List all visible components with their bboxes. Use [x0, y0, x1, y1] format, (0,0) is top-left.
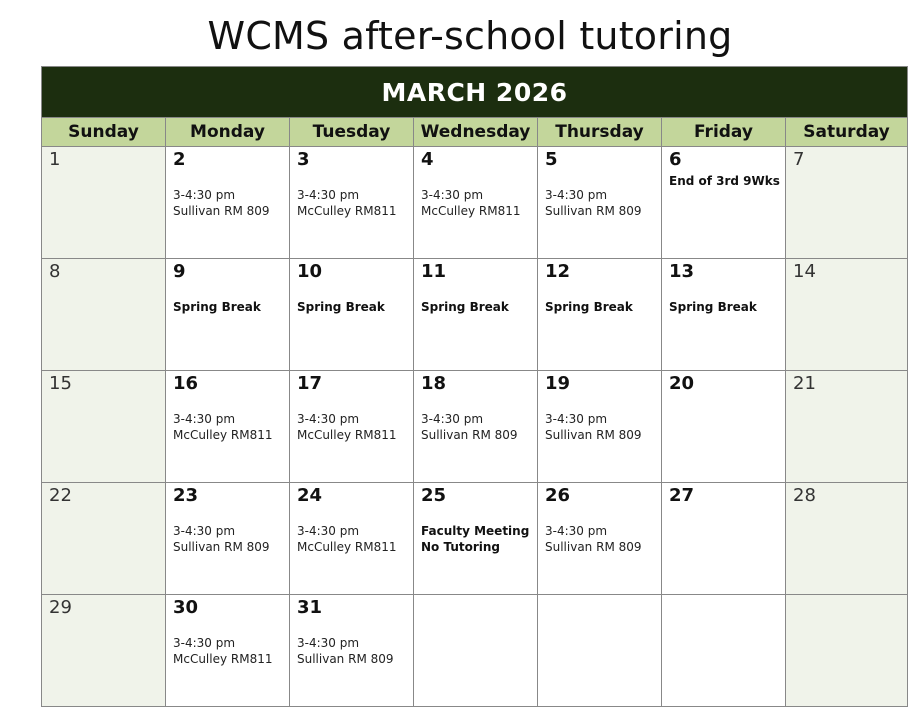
event-line: No Tutoring: [421, 540, 501, 554]
day-event: [421, 299, 509, 315]
day-number: 17: [297, 373, 323, 394]
day-cell: [785, 371, 907, 482]
day-number: 2: [173, 149, 186, 170]
day-number: 23: [173, 485, 199, 506]
day-cell: [413, 147, 537, 258]
day-cell: [165, 371, 289, 482]
day-number: 7: [793, 149, 805, 170]
day-cell: [42, 259, 165, 370]
day-event: [173, 187, 270, 219]
week-row: [42, 146, 907, 258]
event-line: McCulley RM811: [297, 540, 397, 554]
event-line: Sullivan RM 809: [545, 204, 642, 218]
day-event: [545, 187, 642, 219]
day-number: 21: [793, 373, 816, 394]
event-line: Sullivan RM 809: [545, 428, 642, 442]
day-cell: [413, 259, 537, 370]
day-cell: [165, 259, 289, 370]
day-cell: [165, 483, 289, 594]
day-cell: [661, 483, 785, 594]
weekday-thursday: Thursday: [537, 118, 661, 146]
day-cell: [42, 147, 165, 258]
day-number: 9: [173, 261, 186, 282]
day-cell: [537, 259, 661, 370]
week-row: [42, 594, 907, 706]
week-row: [42, 258, 907, 370]
day-cell: [785, 595, 907, 706]
day-number: 29: [49, 597, 72, 618]
event-line: 3-4:30 pm: [297, 188, 360, 202]
day-cell: [289, 371, 413, 482]
day-number: 24: [297, 485, 323, 506]
day-cell: [661, 147, 785, 258]
event-line: Sullivan RM 809: [545, 540, 642, 554]
day-number: 16: [173, 373, 199, 394]
day-event: [421, 523, 529, 555]
event-line: McCulley RM811: [297, 428, 397, 442]
weekday-tuesday: Tuesday: [289, 118, 413, 146]
day-event: [421, 187, 521, 219]
day-event: [421, 411, 518, 443]
day-number: 14: [793, 261, 816, 282]
day-cell: [537, 371, 661, 482]
event-line: McCulley RM811: [173, 652, 273, 666]
day-number: [421, 597, 531, 619]
weekday-wednesday: Wednesday: [413, 118, 537, 146]
day-number: [545, 597, 655, 619]
day-number: 20: [669, 373, 695, 394]
day-cell: [289, 147, 413, 258]
event-line: McCulley RM811: [297, 204, 397, 218]
day-cell: [42, 371, 165, 482]
event-line: 3-4:30 pm: [421, 188, 484, 202]
day-number: [669, 597, 779, 619]
day-number: 30: [173, 597, 199, 618]
day-cell: [289, 259, 413, 370]
weekday-saturday: Saturday: [785, 118, 907, 146]
day-number: 3: [297, 149, 310, 170]
day-number: 1: [49, 149, 61, 170]
weekday-friday: Friday: [661, 118, 785, 146]
event-line: 3-4:30 pm: [173, 636, 236, 650]
day-event: [297, 411, 397, 443]
day-cell: [785, 147, 907, 258]
day-number: 15: [49, 373, 72, 394]
day-event: [669, 173, 780, 189]
day-number: 27: [669, 485, 695, 506]
week-row: [42, 370, 907, 482]
event-line: 3-4:30 pm: [297, 524, 360, 538]
event-line: Spring Break: [297, 300, 385, 314]
page-title: WCMS after-school tutoring: [207, 14, 733, 58]
day-cell: [165, 147, 289, 258]
event-line: McCulley RM811: [173, 428, 273, 442]
day-event: [173, 299, 261, 315]
day-cell: [42, 483, 165, 594]
event-line: 3-4:30 pm: [173, 412, 236, 426]
weekday-monday: Monday: [165, 118, 289, 146]
day-event: [297, 523, 397, 555]
event-line: 3-4:30 pm: [173, 188, 236, 202]
day-event: [545, 523, 642, 555]
day-cell: [289, 595, 413, 706]
day-event: [545, 299, 633, 315]
calendar: [41, 66, 908, 707]
day-cell: [413, 595, 537, 706]
day-cell: [42, 595, 165, 706]
day-cell: [537, 483, 661, 594]
day-event: [173, 635, 273, 667]
weekday-header-row: [42, 117, 907, 146]
day-event: [173, 523, 270, 555]
day-number: 13: [669, 261, 695, 282]
day-cell: [537, 595, 661, 706]
day-event: [173, 411, 273, 443]
day-number: 4: [421, 149, 434, 170]
day-event: [545, 411, 642, 443]
day-number: 8: [49, 261, 61, 282]
day-number: 31: [297, 597, 323, 618]
event-line: Sullivan RM 809: [421, 428, 518, 442]
event-line: Sullivan RM 809: [173, 204, 270, 218]
day-cell: [537, 147, 661, 258]
event-line: Sullivan RM 809: [297, 652, 394, 666]
day-number: 11: [421, 261, 447, 282]
calendar-weeks: [42, 146, 907, 706]
week-row: [42, 482, 907, 594]
weekday-sunday: Sunday: [68, 122, 139, 142]
day-cell: [661, 595, 785, 706]
event-line: Faculty Meeting: [421, 524, 530, 538]
day-cell: [413, 483, 537, 594]
event-line: Sullivan RM 809: [173, 540, 270, 554]
event-line: 3-4:30 pm: [545, 188, 608, 202]
day-number: 6: [669, 149, 682, 170]
day-cell: [289, 483, 413, 594]
month-header: MARCH 2026: [42, 67, 907, 117]
day-number: 26: [545, 485, 571, 506]
event-line: 3-4:30 pm: [297, 412, 360, 426]
day-event: [297, 635, 394, 667]
day-number: 5: [545, 149, 558, 170]
day-number: 22: [49, 485, 72, 506]
day-cell: [785, 483, 907, 594]
day-number: [793, 597, 901, 619]
day-cell: [661, 371, 785, 482]
day-event: [669, 299, 757, 315]
event-line: Spring Break: [669, 300, 757, 314]
event-line: Spring Break: [545, 300, 633, 314]
event-line: McCulley RM811: [421, 204, 521, 218]
day-number: 12: [545, 261, 571, 282]
event-line: 3-4:30 pm: [545, 524, 608, 538]
event-line: End of 3rd 9Wks: [669, 174, 780, 188]
day-cell: [661, 259, 785, 370]
day-number: 25: [421, 485, 447, 506]
day-event: [297, 299, 385, 315]
day-cell: [165, 595, 289, 706]
day-number: 18: [421, 373, 447, 394]
event-line: Spring Break: [173, 300, 261, 314]
day-event: [297, 187, 397, 219]
day-cell: [413, 371, 537, 482]
event-line: 3-4:30 pm: [173, 524, 236, 538]
day-number: 10: [297, 261, 323, 282]
event-line: 3-4:30 pm: [545, 412, 608, 426]
day-number: 28: [793, 485, 816, 506]
event-line: Spring Break: [421, 300, 509, 314]
event-line: 3-4:30 pm: [421, 412, 484, 426]
day-cell: [785, 259, 907, 370]
event-line: 3-4:30 pm: [297, 636, 360, 650]
day-number: 19: [545, 373, 571, 394]
